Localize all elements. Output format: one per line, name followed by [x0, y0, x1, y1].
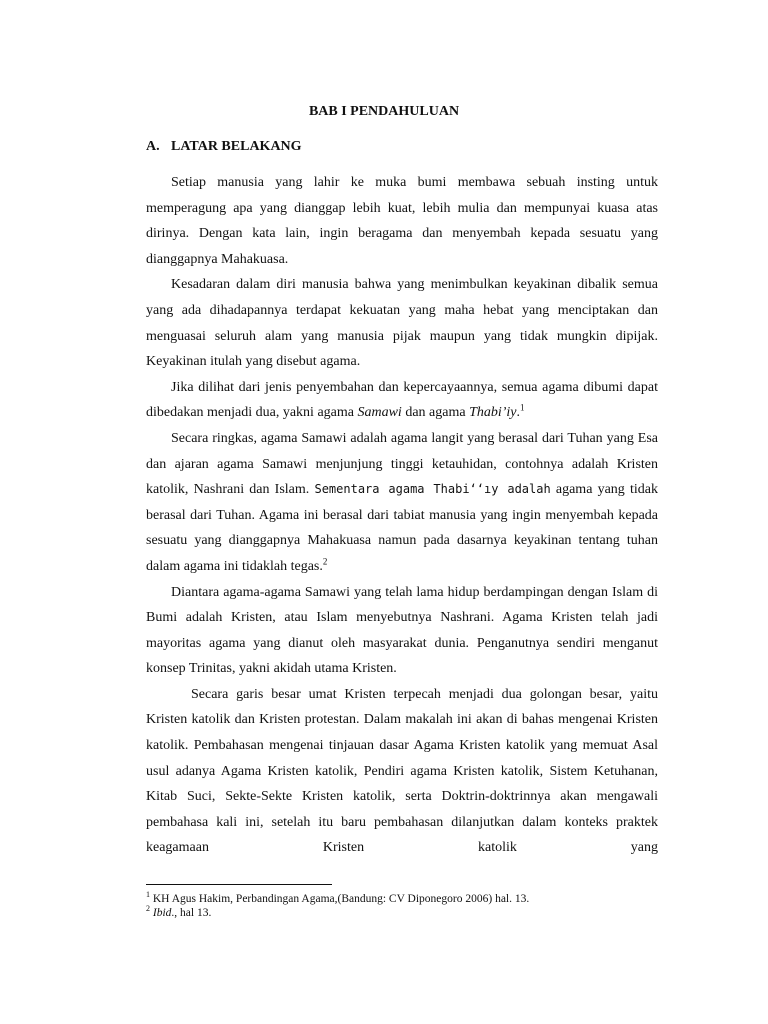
footnote-2: [146, 906, 658, 920]
paragraph-3-text-c: .: [516, 405, 521, 421]
chapter-title: BAB I PENDAHULUAN: [308, 104, 460, 119]
footnote-ref-1[interactable]: 1: [520, 402, 525, 413]
paragraph-2: Kesadaran dalam diri manusia bahwa yang menimbulkan keyakinan dibalik semua yang ada dihadapannya terdapat kekuatan yang maha hebat yang menciptakan dan menguasai seluruh alam yang manusia pijak maupun yang tidak mungkin dipijak. Keyakinan itulah yang disebut agama.: [146, 277, 658, 370]
footnote-ref-2[interactable]: 2: [322, 556, 328, 567]
footnote-2-number: 2: [146, 904, 150, 914]
paragraph-3: [146, 375, 658, 426]
paragraph-3-text-b: dan agama: [401, 405, 470, 421]
footnotes: [146, 892, 658, 920]
paragraph-4-text-b: agama yang tidak berasal dari Tuhan. Agama ini berasal dari tabiat manusia yang ingin menyembah kepada sesuatu yang dianggapnya Mahakuasa namun pada dasarnya keyakinan tentang tuhan dalam agama ini tidaklah tegas.: [146, 482, 658, 574]
footnote-2-text: ., hal 13.: [171, 907, 212, 919]
footnote-divider: [146, 884, 332, 885]
paragraph-5: Diantara agama-agama Samawi yang telah lama hidup berdampingan dengan Islam di Bumi adalah Kristen, atau Islam menyebutnya Nashrani. Agama Kristen telah jadi mayoritas agama yang dianut oleh masyarakat dunia. Penganutnya sendiri menganut konsep Trinitas, yakni akidah utama Kristen.: [146, 584, 658, 677]
section-title: LATAR BELAKANG: [171, 139, 302, 154]
footnote-2-ibid: Ibid: [152, 907, 172, 919]
footnote-1-number: 1: [146, 890, 150, 900]
paragraph-6: Secara garis besar umat Kristen terpecah menjadi dua golongan besar, yaitu Kristen katolik dan Kristen protestan. Dalam makalah ini akan di bahas mengenai Kristen katolik. Pembahasan mengenai tinjauan dasar Agama Kristen katolik yang memuat Asal usul adanya Agama Kristen katolik, Pendiri agama Kristen katolik, Sistem Ketuhanan, Kitab Suci, Sekte-Sekte Kristen katolik, serta Doktrin-doktrinnya akan mengawali pembahasa kali ini, setelah itu baru pembahasan dilanjutkan dalam konteks praktek keagamaan Kristen katolik yang: [146, 686, 658, 856]
section-heading: [146, 138, 302, 156]
paragraph-4-mono-text: Sementara agama Thabi‘‘ıy adalah: [314, 482, 551, 497]
paragraph-1: Setiap manusia yang lahir ke muka bumi membawa sebuah insting untuk memperagung apa yang dianggap lebih kuat, lebih mulia dan mempunyai kuasa atas dirinya. Dengan kata lain, ingin beragama dan menyembah kepada sesuatu yang dianggapnya Mahakuasa.: [146, 175, 658, 267]
term-samawi: Samawi: [357, 405, 402, 421]
paragraph-3-text-a: Jika dilihat dari jenis penyembahan dan kepercayaannya, semua agama dibumi dapat dibedakan menjadi dua, yakni agama: [146, 379, 658, 421]
section-number: A.: [146, 139, 160, 154]
term-thabiiy: Thabi’iy: [469, 405, 517, 421]
footnote-1-text: KH Agus Hakim, Perbandingan Agama,(Bandung: CV Diponegoro 2006) hal. 13.: [150, 893, 530, 905]
paragraph-4: [146, 426, 658, 580]
paragraph-4-text-a: Secara ringkas, agama Samawi adalah agama langit yang berasal dari Tuhan yang Esa dan ajaran agama Samawi menjunjung tinggi ketauhidan, contohnya adalah Kristen katolik, Nashrani dan Islam.: [146, 430, 658, 498]
footnote-1: [146, 892, 658, 906]
body-text: [146, 170, 658, 861]
